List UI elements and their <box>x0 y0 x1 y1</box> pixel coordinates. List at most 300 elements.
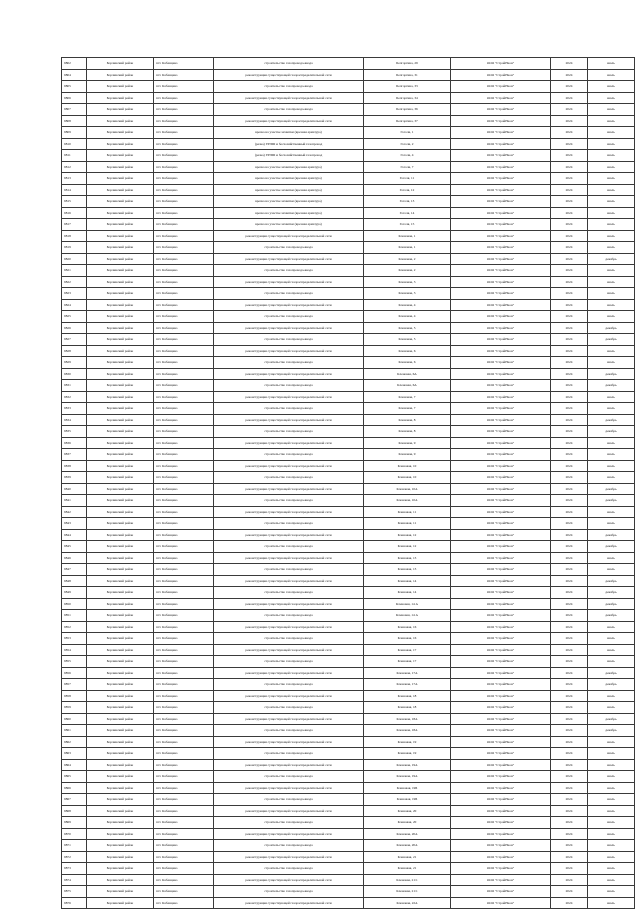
row-number: 9817 <box>62 219 87 231</box>
month-cell: декабрь <box>588 541 635 553</box>
contractor-cell: ООО "СтройНеон" <box>451 299 551 311</box>
settlement-cell: пгт. Кабанцево <box>154 483 214 495</box>
settlement-cell: пгт. Кабанцево <box>154 598 214 610</box>
work-type-cell: реконструкция существующей газораспределительной сети <box>214 621 364 633</box>
address-cell: Кленовая, 7 <box>364 403 451 415</box>
district-cell: Борзинский район <box>87 805 154 817</box>
work-type-cell: реконструкция существующей газораспределительной сети <box>214 828 364 840</box>
work-type-cell: реконструкция существующей газораспределительной сети <box>214 851 364 863</box>
district-cell: Борзинский район <box>87 598 154 610</box>
row-number: 9853 <box>62 633 87 645</box>
district-cell: Борзинский район <box>87 127 154 139</box>
contractor-cell: ООО "СтройНеон" <box>451 552 551 564</box>
work-type-cell: строительство газопровода-ввода <box>214 288 364 300</box>
work-type-cell: реконструкция существующей газораспределительной сети <box>214 299 364 311</box>
settlement-cell: пгт. Кабанцево <box>154 610 214 622</box>
row-number: 9848 <box>62 575 87 587</box>
district-cell: Борзинский район <box>87 207 154 219</box>
table-row <box>62 863 635 875</box>
contractor-cell: ООО "СтройНеон" <box>451 104 551 116</box>
work-type-cell: реконструкция существующей газораспределительной сети <box>214 391 364 403</box>
month-cell: июль <box>588 886 635 898</box>
contractor-cell: ООО "СтройНеон" <box>451 276 551 288</box>
month-cell: декабрь <box>588 253 635 265</box>
work-type-cell: строительство газопровода-ввода <box>214 725 364 737</box>
table-row <box>62 874 635 886</box>
table-row <box>62 299 635 311</box>
contractor-cell: ООО "СтройНеон" <box>451 794 551 806</box>
month-cell: июль <box>588 449 635 461</box>
work-type-cell: (резка) ГРПШ и бесхозяйственный газопровод <box>214 150 364 162</box>
month-cell: июль <box>588 805 635 817</box>
settlement-cell: пгт. Кабанцево <box>154 460 214 472</box>
row-number: 9825 <box>62 311 87 323</box>
settlement-cell: пгт. Кабанцево <box>154 357 214 369</box>
settlement-cell: пгт. Кабанцево <box>154 817 214 829</box>
month-cell: июль <box>588 357 635 369</box>
table-row <box>62 380 635 392</box>
table-row <box>62 897 635 909</box>
settlement-cell: пгт. Кабанцево <box>154 644 214 656</box>
year-cell: 2024 <box>551 863 588 875</box>
contractor-cell: ООО "СтройНеон" <box>451 759 551 771</box>
row-number: 9818 <box>62 230 87 242</box>
contractor-cell: ООО "СтройНеон" <box>451 897 551 909</box>
district-cell: Борзинский район <box>87 748 154 760</box>
year-cell: 2024 <box>551 805 588 817</box>
settlement-cell: пгт. Кабанцево <box>154 874 214 886</box>
row-number: 9861 <box>62 725 87 737</box>
district-cell: Борзинский район <box>87 380 154 392</box>
district-cell: Борзинский район <box>87 575 154 587</box>
contractor-cell: ООО "СтройНеон" <box>451 69 551 81</box>
address-cell: Кленовая, 3 <box>364 276 451 288</box>
work-type-cell: реконструкция существующей газораспределительной сети <box>214 437 364 449</box>
district-cell: Борзинский район <box>87 391 154 403</box>
month-cell: июль <box>588 58 635 70</box>
table-row <box>62 472 635 484</box>
settlement-cell: пгт. Кабанцево <box>154 472 214 484</box>
row-number: 9856 <box>62 667 87 679</box>
contractor-cell: ООО "СтройНеон" <box>451 736 551 748</box>
district-cell: Борзинский район <box>87 529 154 541</box>
month-cell: июль <box>588 851 635 863</box>
address-cell: Кленовая, 2 <box>364 265 451 277</box>
table-row <box>62 69 635 81</box>
settlement-cell: пгт. Кабанцево <box>154 771 214 783</box>
contractor-cell: ООО "СтройНеон" <box>451 161 551 173</box>
settlement-cell: пгт. Кабанцево <box>154 667 214 679</box>
year-cell: 2024 <box>551 748 588 760</box>
month-cell: июль <box>588 437 635 449</box>
work-type-cell: реконструкция существующей газораспределительной сети <box>214 736 364 748</box>
year-cell: 2024 <box>551 713 588 725</box>
table-row <box>62 817 635 829</box>
settlement-cell: пгт. Кабанцево <box>154 725 214 737</box>
address-cell: Белгоргина, 34 <box>364 92 451 104</box>
address-cell: Кленовая, 6А <box>364 380 451 392</box>
contractor-cell: ООО "СтройНеон" <box>451 633 551 645</box>
district-cell: Борзинский район <box>87 690 154 702</box>
work-type-cell: строительство газопровода-ввода <box>214 840 364 852</box>
work-type-cell: строительство газопровода-ввода <box>214 587 364 599</box>
table-row <box>62 518 635 530</box>
address-cell: Кленовая, 20 <box>364 817 451 829</box>
month-cell: декабрь <box>588 483 635 495</box>
work-type-cell: реконструкция существующей газораспределительной сети <box>214 276 364 288</box>
contractor-cell: ООО "СтройНеон" <box>451 265 551 277</box>
contractor-cell: ООО "СтройНеон" <box>451 196 551 208</box>
row-number: 9866 <box>62 782 87 794</box>
table-row <box>62 265 635 277</box>
row-number: 9836 <box>62 437 87 449</box>
row-number: 9869 <box>62 817 87 829</box>
row-number: 9826 <box>62 322 87 334</box>
contractor-cell: ООО "СтройНеон" <box>451 184 551 196</box>
table-row <box>62 322 635 334</box>
contractor-cell: ООО "СтройНеон" <box>451 219 551 231</box>
work-type-cell: реконструкция существующей газораспределительной сети <box>214 690 364 702</box>
settlement-cell: пгт. Кабанцево <box>154 518 214 530</box>
work-type-cell: реконструкция существующей газораспределительной сети <box>214 713 364 725</box>
work-type-cell: строительство газопровода-ввода <box>214 541 364 553</box>
settlement-cell: пгт. Кабанцево <box>154 426 214 438</box>
address-cell: Гоголя, 1 <box>364 127 451 139</box>
settlement-cell: пгт. Кабанцево <box>154 759 214 771</box>
work-type-cell: реконструкция существующей газораспределительной сети <box>214 414 364 426</box>
month-cell: июль <box>588 127 635 139</box>
contractor-cell: ООО "СтройНеон" <box>451 368 551 380</box>
settlement-cell: пгт. Кабанцево <box>154 391 214 403</box>
district-cell: Борзинский район <box>87 81 154 93</box>
month-cell: июль <box>588 782 635 794</box>
month-cell: июль <box>588 863 635 875</box>
district-cell: Борзинский район <box>87 771 154 783</box>
month-cell: июль <box>588 794 635 806</box>
work-type-cell: реконструкция существующей газораспределительной сети <box>214 368 364 380</box>
year-cell: 2024 <box>551 380 588 392</box>
year-cell: 2024 <box>551 276 588 288</box>
works-table-body <box>62 58 635 909</box>
row-number: 9870 <box>62 828 87 840</box>
work-type-cell: строительство газопровода-ввода <box>214 656 364 668</box>
table-row <box>62 426 635 438</box>
work-type-cell: врезка на участке захватки (врезная арматура) <box>214 219 364 231</box>
year-cell: 2024 <box>551 460 588 472</box>
work-type-cell: реконструкция существующей газораспределительной сети <box>214 506 364 518</box>
work-type-cell: реконструкция существующей газораспределительной сети <box>214 322 364 334</box>
district-cell: Борзинский район <box>87 242 154 254</box>
table-row <box>62 173 635 185</box>
work-type-cell: строительство газопровода-ввода <box>214 104 364 116</box>
address-cell: Кленовая, 21 <box>364 863 451 875</box>
row-number: 9822 <box>62 276 87 288</box>
year-cell: 2024 <box>551 529 588 541</box>
month-cell: декабрь <box>588 414 635 426</box>
work-type-cell: реконструкция существующей газораспределительной сети <box>214 460 364 472</box>
table-row <box>62 92 635 104</box>
district-cell: Борзинский район <box>87 357 154 369</box>
table-row <box>62 150 635 162</box>
address-cell: Кленовая, 10А <box>364 495 451 507</box>
address-cell: Кленовая, 1 <box>364 230 451 242</box>
year-cell: 2024 <box>551 196 588 208</box>
district-cell: Борзинский район <box>87 311 154 323</box>
row-number: 9840 <box>62 483 87 495</box>
row-number: 9828 <box>62 345 87 357</box>
work-type-cell: (резка) ГРПШ и бесхозяйственный газопровод <box>214 138 364 150</box>
row-number: 9839 <box>62 472 87 484</box>
district-cell: Борзинский район <box>87 610 154 622</box>
settlement-cell: пгт. Кабанцево <box>154 104 214 116</box>
month-cell: декабрь <box>588 380 635 392</box>
work-type-cell: строительство газопровода-ввода <box>214 702 364 714</box>
work-type-cell: строительство газопровода-ввода <box>214 886 364 898</box>
district-cell: Борзинский район <box>87 552 154 564</box>
district-cell: Борзинский район <box>87 863 154 875</box>
address-cell: Кленовая, 19 <box>364 736 451 748</box>
row-number: 9813 <box>62 173 87 185</box>
settlement-cell: пгт. Кабанцево <box>154 173 214 185</box>
table-row <box>62 529 635 541</box>
year-cell: 2024 <box>551 702 588 714</box>
contractor-cell: ООО "СтройНеон" <box>451 771 551 783</box>
table-row <box>62 702 635 714</box>
district-cell: Борзинский район <box>87 276 154 288</box>
month-cell: декабрь <box>588 610 635 622</box>
year-cell: 2024 <box>551 886 588 898</box>
year-cell: 2024 <box>551 253 588 265</box>
row-number: 9849 <box>62 587 87 599</box>
table-row <box>62 138 635 150</box>
table-row <box>62 391 635 403</box>
row-number: 9812 <box>62 161 87 173</box>
address-cell: Кленовая, 10 <box>364 460 451 472</box>
contractor-cell: ООО "СтройНеон" <box>451 92 551 104</box>
row-number: 9843 <box>62 518 87 530</box>
contractor-cell: ООО "СтройНеон" <box>451 138 551 150</box>
month-cell: июль <box>588 690 635 702</box>
table-row <box>62 403 635 415</box>
row-number: 9810 <box>62 138 87 150</box>
month-cell: декабрь <box>588 725 635 737</box>
row-number: 9830 <box>62 368 87 380</box>
district-cell: Борзинский район <box>87 483 154 495</box>
settlement-cell: пгт. Кабанцево <box>154 322 214 334</box>
table-row <box>62 782 635 794</box>
work-type-cell: строительство газопровода-ввода <box>214 679 364 691</box>
year-cell: 2024 <box>551 173 588 185</box>
address-cell: Кленовая, 19Б <box>364 794 451 806</box>
work-type-cell: реконструкция существующей газораспределительной сети <box>214 483 364 495</box>
year-cell: 2024 <box>551 127 588 139</box>
table-row <box>62 840 635 852</box>
address-cell: Кленовая, 10А <box>364 483 451 495</box>
table-row <box>62 196 635 208</box>
row-number: 9802 <box>62 58 87 70</box>
row-number: 9832 <box>62 391 87 403</box>
address-cell: Белгоргина, 33 <box>364 81 451 93</box>
contractor-cell: ООО "СтройНеон" <box>451 403 551 415</box>
month-cell: июль <box>588 656 635 668</box>
contractor-cell: ООО "СтройНеон" <box>451 460 551 472</box>
contractor-cell: ООО "СтройНеон" <box>451 863 551 875</box>
settlement-cell: пгт. Кабанцево <box>154 299 214 311</box>
month-cell: июль <box>588 184 635 196</box>
address-cell: Гоголя, 13 <box>364 196 451 208</box>
address-cell: Белгоргина, 36 <box>364 104 451 116</box>
month-cell: июль <box>588 150 635 162</box>
address-cell: Белгоргина, 29 <box>364 58 451 70</box>
row-number: 9811 <box>62 150 87 162</box>
table-row <box>62 230 635 242</box>
row-number: 9821 <box>62 265 87 277</box>
district-cell: Борзинский район <box>87 299 154 311</box>
settlement-cell: пгт. Кабанцево <box>154 679 214 691</box>
contractor-cell: ООО "СтройНеон" <box>451 587 551 599</box>
work-type-cell: строительство газопровода-ввода <box>214 518 364 530</box>
settlement-cell: пгт. Кабанцево <box>154 656 214 668</box>
district-cell: Борзинский район <box>87 840 154 852</box>
district-cell: Борзинский район <box>87 656 154 668</box>
year-cell: 2024 <box>551 403 588 415</box>
month-cell: декабрь <box>588 679 635 691</box>
year-cell: 2024 <box>551 161 588 173</box>
year-cell: 2024 <box>551 357 588 369</box>
year-cell: 2024 <box>551 138 588 150</box>
address-cell: Кленовая, 18 <box>364 690 451 702</box>
work-type-cell: строительство газопровода-ввода <box>214 817 364 829</box>
contractor-cell: ООО "СтройНеон" <box>451 713 551 725</box>
table-row <box>62 242 635 254</box>
row-number: 9845 <box>62 541 87 553</box>
address-cell: Кленовая, 5 <box>364 334 451 346</box>
month-cell: июль <box>588 299 635 311</box>
settlement-cell: пгт. Кабанцево <box>154 437 214 449</box>
contractor-cell: ООО "СтройНеон" <box>451 506 551 518</box>
settlement-cell: пгт. Кабанцево <box>154 242 214 254</box>
table-row <box>62 759 635 771</box>
work-type-cell: строительство газопровода-ввода <box>214 863 364 875</box>
table-row <box>62 713 635 725</box>
year-cell: 2024 <box>551 644 588 656</box>
district-cell: Борзинский район <box>87 702 154 714</box>
year-cell: 2024 <box>551 334 588 346</box>
contractor-cell: ООО "СтройНеон" <box>451 437 551 449</box>
month-cell: июль <box>588 403 635 415</box>
year-cell: 2024 <box>551 552 588 564</box>
year-cell: 2024 <box>551 495 588 507</box>
contractor-cell: ООО "СтройНеон" <box>451 748 551 760</box>
settlement-cell: пгт. Кабанцево <box>154 115 214 127</box>
address-cell: Кленовая, 21/1 <box>364 874 451 886</box>
settlement-cell: пгт. Кабанцево <box>154 564 214 576</box>
table-row <box>62 207 635 219</box>
table-row <box>62 564 635 576</box>
year-cell: 2024 <box>551 656 588 668</box>
table-row <box>62 276 635 288</box>
table-row <box>62 495 635 507</box>
contractor-cell: ООО "СтройНеон" <box>451 322 551 334</box>
district-cell: Борзинский район <box>87 196 154 208</box>
contractor-cell: ООО "СтройНеон" <box>451 414 551 426</box>
district-cell: Борзинский район <box>87 92 154 104</box>
district-cell: Борзинский район <box>87 874 154 886</box>
district-cell: Борзинский район <box>87 460 154 472</box>
address-cell: Кленовая, 8 <box>364 426 451 438</box>
year-cell: 2024 <box>551 288 588 300</box>
work-type-cell: реконструкция существующей газораспределительной сети <box>214 115 364 127</box>
month-cell: июль <box>588 242 635 254</box>
month-cell: декабрь <box>588 667 635 679</box>
month-cell: декабрь <box>588 368 635 380</box>
work-type-cell: строительство газопровода-ввода <box>214 794 364 806</box>
table-row <box>62 805 635 817</box>
district-cell: Борзинский район <box>87 794 154 806</box>
contractor-cell: ООО "СтройНеон" <box>451 127 551 139</box>
table-row <box>62 886 635 898</box>
table-row <box>62 506 635 518</box>
row-number: 9814 <box>62 184 87 196</box>
settlement-cell: пгт. Кабанцево <box>154 184 214 196</box>
contractor-cell: ООО "СтройНеон" <box>451 817 551 829</box>
district-cell: Борзинский район <box>87 150 154 162</box>
address-cell: Кленовая, 19А <box>364 771 451 783</box>
contractor-cell: ООО "СтройНеон" <box>451 495 551 507</box>
month-cell: июль <box>588 506 635 518</box>
year-cell: 2024 <box>551 725 588 737</box>
settlement-cell: пгт. Кабанцево <box>154 345 214 357</box>
address-cell: Кленовая, 21/1 <box>364 886 451 898</box>
work-type-cell: строительство газопровода-ввода <box>214 610 364 622</box>
address-cell: Кленовая, 17А <box>364 679 451 691</box>
row-number: 9852 <box>62 621 87 633</box>
table-row <box>62 161 635 173</box>
district-cell: Борзинский район <box>87 851 154 863</box>
settlement-cell: пгт. Кабанцево <box>154 334 214 346</box>
address-cell: Гоголя, 14 <box>364 207 451 219</box>
row-number: 9837 <box>62 449 87 461</box>
contractor-cell: ООО "СтройНеон" <box>451 311 551 323</box>
row-number: 9844 <box>62 529 87 541</box>
year-cell: 2024 <box>551 690 588 702</box>
settlement-cell: пгт. Кабанцево <box>154 828 214 840</box>
table-row <box>62 828 635 840</box>
year-cell: 2024 <box>551 345 588 357</box>
month-cell: июль <box>588 276 635 288</box>
month-cell: июль <box>588 345 635 357</box>
month-cell: июль <box>588 518 635 530</box>
table-row <box>62 656 635 668</box>
settlement-cell: пгт. Кабанцево <box>154 368 214 380</box>
contractor-cell: ООО "СтройНеон" <box>451 840 551 852</box>
row-number: 9829 <box>62 357 87 369</box>
settlement-cell: пгт. Кабанцево <box>154 782 214 794</box>
month-cell: июль <box>588 644 635 656</box>
work-type-cell: строительство газопровода-ввода <box>214 357 364 369</box>
year-cell: 2024 <box>551 81 588 93</box>
address-cell: Кленовая, 9 <box>364 437 451 449</box>
contractor-cell: ООО "СтройНеон" <box>451 173 551 185</box>
year-cell: 2024 <box>551 874 588 886</box>
address-cell: Кленовая, 4 <box>364 311 451 323</box>
settlement-cell: пгт. Кабанцево <box>154 713 214 725</box>
row-number: 9819 <box>62 242 87 254</box>
work-type-cell: реконструкция существующей газораспределительной сети <box>214 552 364 564</box>
year-cell: 2024 <box>551 506 588 518</box>
table-row <box>62 219 635 231</box>
work-type-cell: строительство газопровода-ввода <box>214 380 364 392</box>
